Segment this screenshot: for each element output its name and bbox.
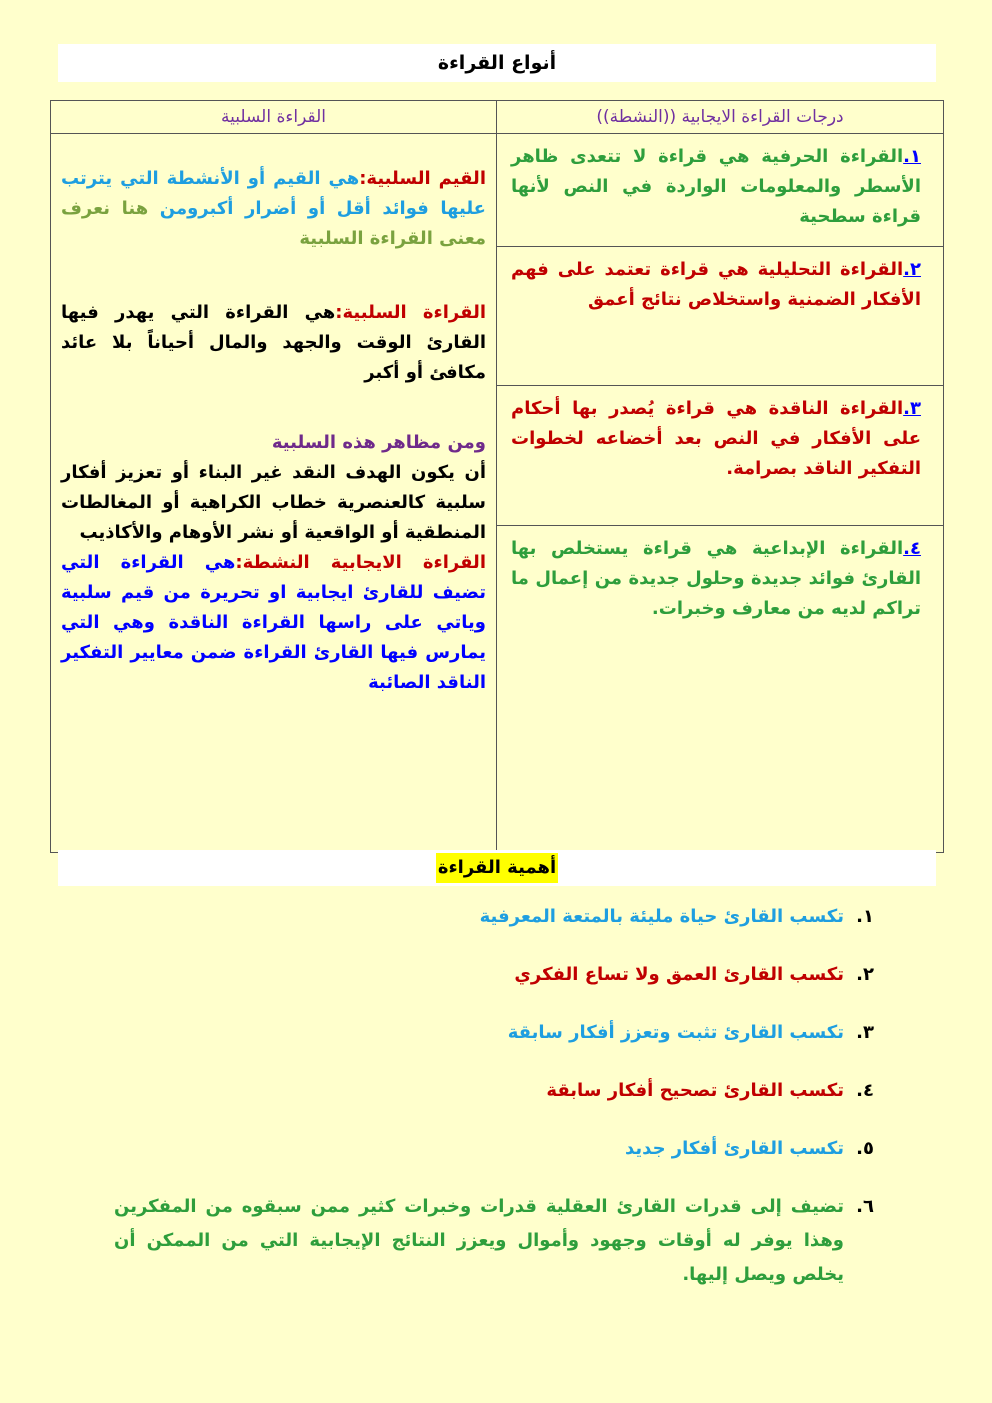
item-text: تكسب القارئ تثبت وتعزز أفكار سابقة (507, 1022, 844, 1043)
active-reading-text: هي القراءة التي تضيف للقارئ ايجابية او تحريرة من قيم سلبية وياتي على راسها القراءة الناقدة وهي التي يمارس فيها القارئ القراءة ضمن معايير التفكير الناقد الصائبة (61, 552, 486, 693)
creative-reading-head: القراءة الإبداعية (751, 538, 904, 559)
page-title: أنواع القراءة (58, 44, 936, 82)
item-number: ٥. (856, 1138, 874, 1159)
item-text: تضيف إلى قدرات القارئ العقلية قدرات وخبرات كثير ممن سبقوه من المفكرين وهذا يوفر له أوقات وجهود وأموال ويعزز النتائج الإيجابية التي من الممكن أن يخلص ويصل إليها. (114, 1196, 844, 1285)
item-number: ٢. (856, 964, 874, 985)
list-item (114, 1132, 874, 1166)
negative-values-text-c: هنا نعرف معنى القراءة السلبية (61, 198, 486, 249)
item-text: تكسب القارئ أفكار جديد (625, 1138, 844, 1159)
critical-reading-text: هي قراءة يُصدر بها أحكام على الأفكار في النص بعد أخضاعه لخطوات التفكير الناقد بصرامة. (511, 398, 921, 479)
critical-reading-cell (497, 386, 944, 526)
analytical-reading-text: هي قراءة تعتمد على فهم الأفكار الضمنية واستخلاص نتائج أعمق (511, 259, 921, 310)
item-number: ٣. (856, 1022, 874, 1043)
list-item (114, 1190, 874, 1292)
passive-reading-label: القراءة السلبية: (335, 302, 486, 323)
importance-title: أهمية القراءة (436, 853, 558, 883)
item-text: تكسب القارئ تصحيح أفكار سابقة (546, 1080, 844, 1101)
negative-values-label: القيم السلبية: (359, 168, 486, 189)
item-number: ٣. (903, 398, 921, 419)
negativity-aspects-text: أن يكون الهدف النقد غير البناء أو تعزيز أفكار سلبية كالعنصرية خطاب الكراهية أو المغالطات المنطقية أو الواقعية أو نشر الأوهام والأكاذيب (61, 462, 486, 543)
list-item (114, 900, 874, 934)
analytical-reading-head: القراءة التحليلية (757, 259, 904, 280)
item-text: تكسب القارئ حياة مليئة بالمتعة المعرفية (479, 906, 844, 927)
negative-values-text-b: يترتب عليها فوائد أقل أو أضرار أكبرومن (61, 168, 486, 219)
analytical-reading-cell (497, 247, 944, 386)
header-passive-reading: القراءة السلبية (51, 101, 497, 134)
active-reading-label: القراءة الايجابية النشطة: (235, 552, 486, 573)
header-active-reading: درجات القراءة الايجابية ((النشطة)) (497, 101, 944, 134)
item-number: ٢. (903, 259, 921, 280)
active-reading-paragraph (61, 548, 486, 698)
creative-reading-cell (497, 526, 944, 853)
item-text: تكسب القارئ العمق ولا تساع الفكري (514, 964, 844, 985)
item-number: ٦. (856, 1196, 874, 1217)
passive-reading-cell (51, 134, 497, 853)
literal-reading-text: هي قراءة لا تتعدى ظاهر الأسطر والمعلومات الواردة في النص لأنها قراءة سطحية (511, 146, 921, 227)
creative-reading-text: هي قراءة يستخلص بها القارئ فوائد جديدة وحلول جديدة من إعمال ما تراكم لديه من معارف وخبرات. (511, 538, 921, 619)
list-item (114, 1016, 874, 1050)
list-item (114, 1074, 874, 1108)
critical-reading-head: القراءة الناقدة (768, 398, 904, 419)
table-header-row (51, 101, 944, 134)
passive-reading-text: هي القراءة التي يهدر فيها القارئ الوقت والجهد والمال أحياناً بلا عائد مكافئ أو أكبر (61, 302, 486, 383)
item-number: ٤. (903, 538, 921, 559)
importance-title-band (58, 850, 936, 886)
negative-values-paragraph (61, 164, 486, 254)
literal-reading-head: القراءة الحرفية (761, 146, 904, 167)
passive-reading-paragraph (61, 298, 486, 388)
importance-list (114, 900, 874, 1292)
literal-reading-cell (497, 134, 944, 247)
negativity-aspects-heading: ومن مظاهر هذه السلبية (271, 432, 486, 453)
list-item (114, 958, 874, 992)
negative-values-text-a: هي القيم أو الأنشطة التي (120, 168, 360, 189)
reading-types-table (50, 100, 944, 853)
item-number: ١. (903, 146, 921, 167)
item-number: ٤. (856, 1080, 874, 1101)
item-number: ١. (856, 906, 874, 927)
